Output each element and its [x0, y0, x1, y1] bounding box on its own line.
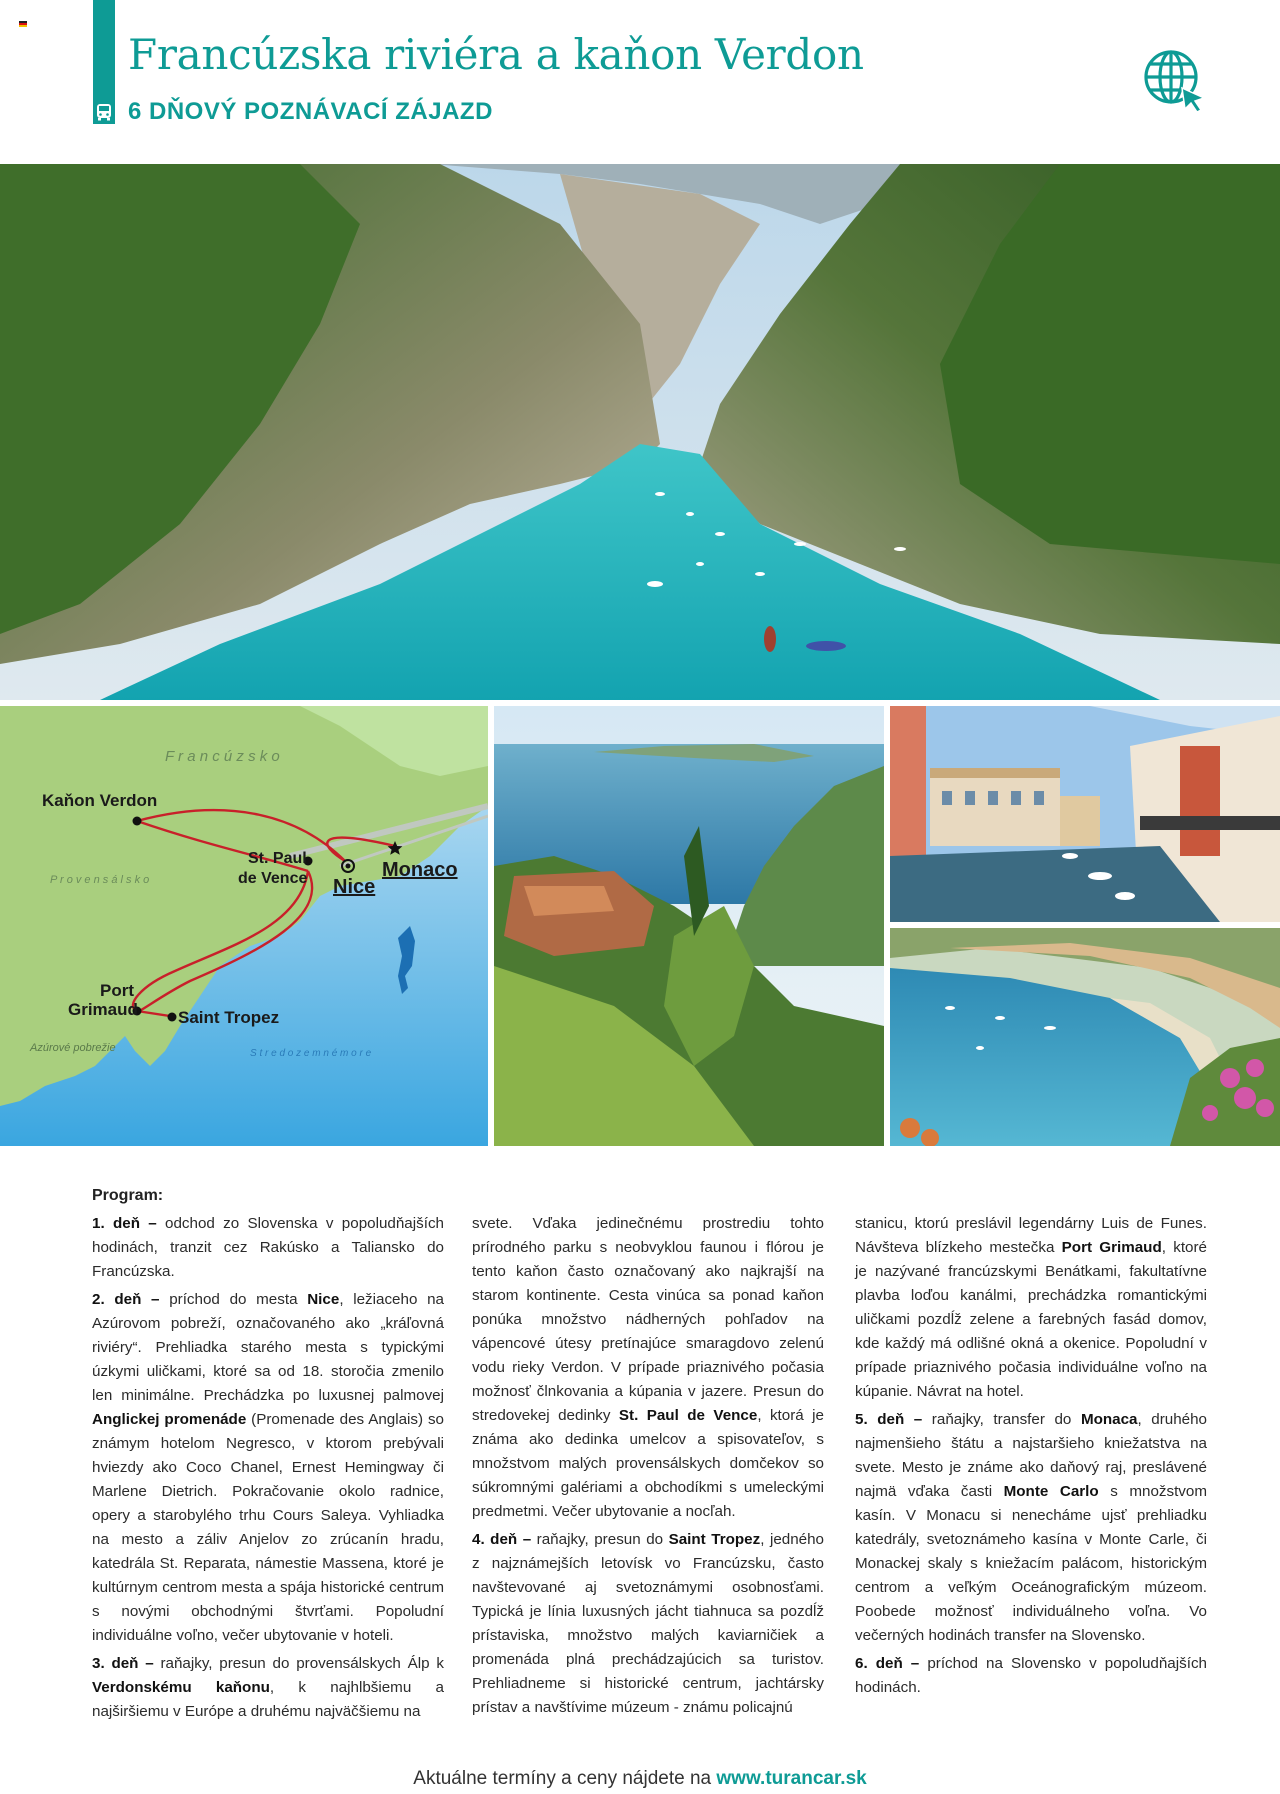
program-day-1: 1. deň – odchod zo Slovenska v popoludňajších hodinách, tranzit cez Rakúsko a Taliansko do Francúzska. [92, 1215, 444, 1280]
map-label-port-1: Port [100, 981, 134, 1000]
program-day-5: 5. deň – raňajky, transfer do Monaca, druhého najmenšieho štátu a najstaršieho kniežatstva na svete. Mesto je známe ako daňový raj, preslávené najmä vďaka časti Monte Carlo s množstvom kasín. V Monacu si nenecháme ujsť prehliadku katedrály, svetoznámeho kasína v Monte Carle, či Monackej skaly s kniežacím palácom, historickým centrom a veľkým Oceánografickým múzeom. Poobede možnosť individuálneho voľna. Vo večerných hodinách transfer na Slovensko. [855, 1411, 1208, 1644]
footer [0, 1768, 1280, 1790]
map-label-tropez: Saint Tropez [178, 1008, 280, 1027]
map-label-stpaul-1: St. Paul [248, 850, 307, 867]
program-day-2: 2. deň – príchod do mesta Nice, ležiaceho na Azúrovom pobreží, označovaného ako „kráľovná riviéry“. Prehliadka starého mesta s typickými úzkymi uličkami, ktoré sa od 18. storočia zmenilo len minimálne. Prechádzka po luxusnej palmovej Anglickej promenáde (Promenade des Anglais) so známym hotelom Negresco, v ktorom prebývali hviezdy ako Coco Chanel, Ernest Hemingway či Marlene Dietrich. Pokračovanie okolo radnice, opery a starobylého trhu Cours Saleya. Vyhliadka na mesto a záliv Anjelov zo zrúcanín hradu, katedrála St. Reparata, námestie Massena, ktoré je kultúrnym centrom mesta a spája historické centrum s novými obchodnými štvrťami. Popoludní individuálne voľno, večer ubytovanie v hoteli. [92, 1291, 444, 1644]
map-label-coast: Azúrové pobrežie [30, 1042, 116, 1054]
verdon-canyon-photo [0, 164, 1280, 700]
map-label-stpaul-2: de Vence [238, 870, 308, 887]
program-label: Program: [92, 1187, 164, 1204]
map-label-port-2: Grimaud [68, 1000, 138, 1019]
program-day-3: 3. deň – raňajky, presun do provensálskych Álp k Verdonskému kaňonu, k najhlbšiemu a najširšiemu v Európe a druhému najväčšiemu na [92, 1655, 444, 1720]
map-marker-tropez [168, 1013, 177, 1022]
map-marker-verdon [133, 817, 142, 826]
map-label-verdon: Kaňon Verdon [42, 791, 158, 810]
map-label-france: F r a n c ú z s k o [165, 748, 280, 765]
program-day-3-cont: svete. Vďaka jedinečnému prostrediu tohto prírodného parku s neobvyklou faunou i flórou je tento kaňon často označovaný ako najkrajší na starom kontinente. Cesta vinúca sa ponad kaňon ponúka množstvo nádherných pohľadov na vápencové útesy pretínajúce smaragdovo zelenú vodu rieky Verdon. V prípade priaznivého počasia možnosť člnkovania a kúpania v jazere. Presun do stredovekej dedinky St. Paul de Vence, ktorá je známa ako dedinka umelcov a spisovateľov, s množstvom malých provensálskych domčekov so súkromnými galériami a obchodíkmi s umeleckými predmetmi. Večer ubytovanie a nocľah. [472, 1215, 824, 1520]
port-grimaud-photo [890, 706, 1280, 922]
footer-text: Aktuálne termíny a ceny nájdete na [413, 1768, 717, 1789]
program-day-4: 4. deň – raňajky, presun do Saint Tropez, jedného z najznámejších letovísk vo Francúzsku, často navštevované aj svetoznámymi osobnosťami. Typická je línia luxusných jácht tiahnuca sa pozdĺž prístaviska, množstvo malých kaviarničiek a promenáda plná prechádzajúcich sa turistov. Prehliadneme si historické centrum, jachtársky prístav a navštívime múzeum - známu policajnú [472, 1531, 824, 1716]
flag-icon [19, 21, 27, 27]
page-subtitle: 6 DŇOVÝ POZNÁVACÍ ZÁJAZD [128, 98, 493, 125]
program-day-4-cont: stanicu, ktorú preslávil legendárny Luis de Funes. Návšteva blízkeho mestečka Port Grimaud, ktoré je nazývané francúzskymi Benátkami, fakultatívne plavba loďou kanálmi, prechádzka romantickými uličkami pozdĺž zelene a farebných fasád domov, kde každý má odlišné okná a okenice. Popoludní v prípade priaznivého počasia individuálne voľno na kúpanie. Návrat na hotel. [855, 1215, 1207, 1400]
map-label-provence: P r o v e n s á l s k o [50, 874, 150, 886]
program-day-6: 6. deň – príchod na Slovensko v popoludňajších hodinách. [855, 1655, 1207, 1696]
map-label-sea: S t r e d o z e m n é m o r e [250, 1048, 372, 1059]
page-title: Francúzska riviéra a kaňon Verdon [128, 30, 864, 79]
bus-icon [93, 101, 115, 123]
program-column-1 [92, 1212, 444, 1728]
route-map [0, 706, 488, 1146]
map-label-nice: Nice [333, 876, 376, 898]
villefranche-bay-photo [890, 928, 1280, 1146]
globe-cursor-icon[interactable] [1140, 46, 1210, 116]
footer-url-link[interactable]: www.turancar.sk [716, 1768, 867, 1789]
program-column-2 [472, 1212, 824, 1724]
program-column-3 [855, 1212, 1207, 1704]
eze-village-photo [494, 706, 884, 1146]
map-label-monaco: Monaco [382, 859, 458, 881]
